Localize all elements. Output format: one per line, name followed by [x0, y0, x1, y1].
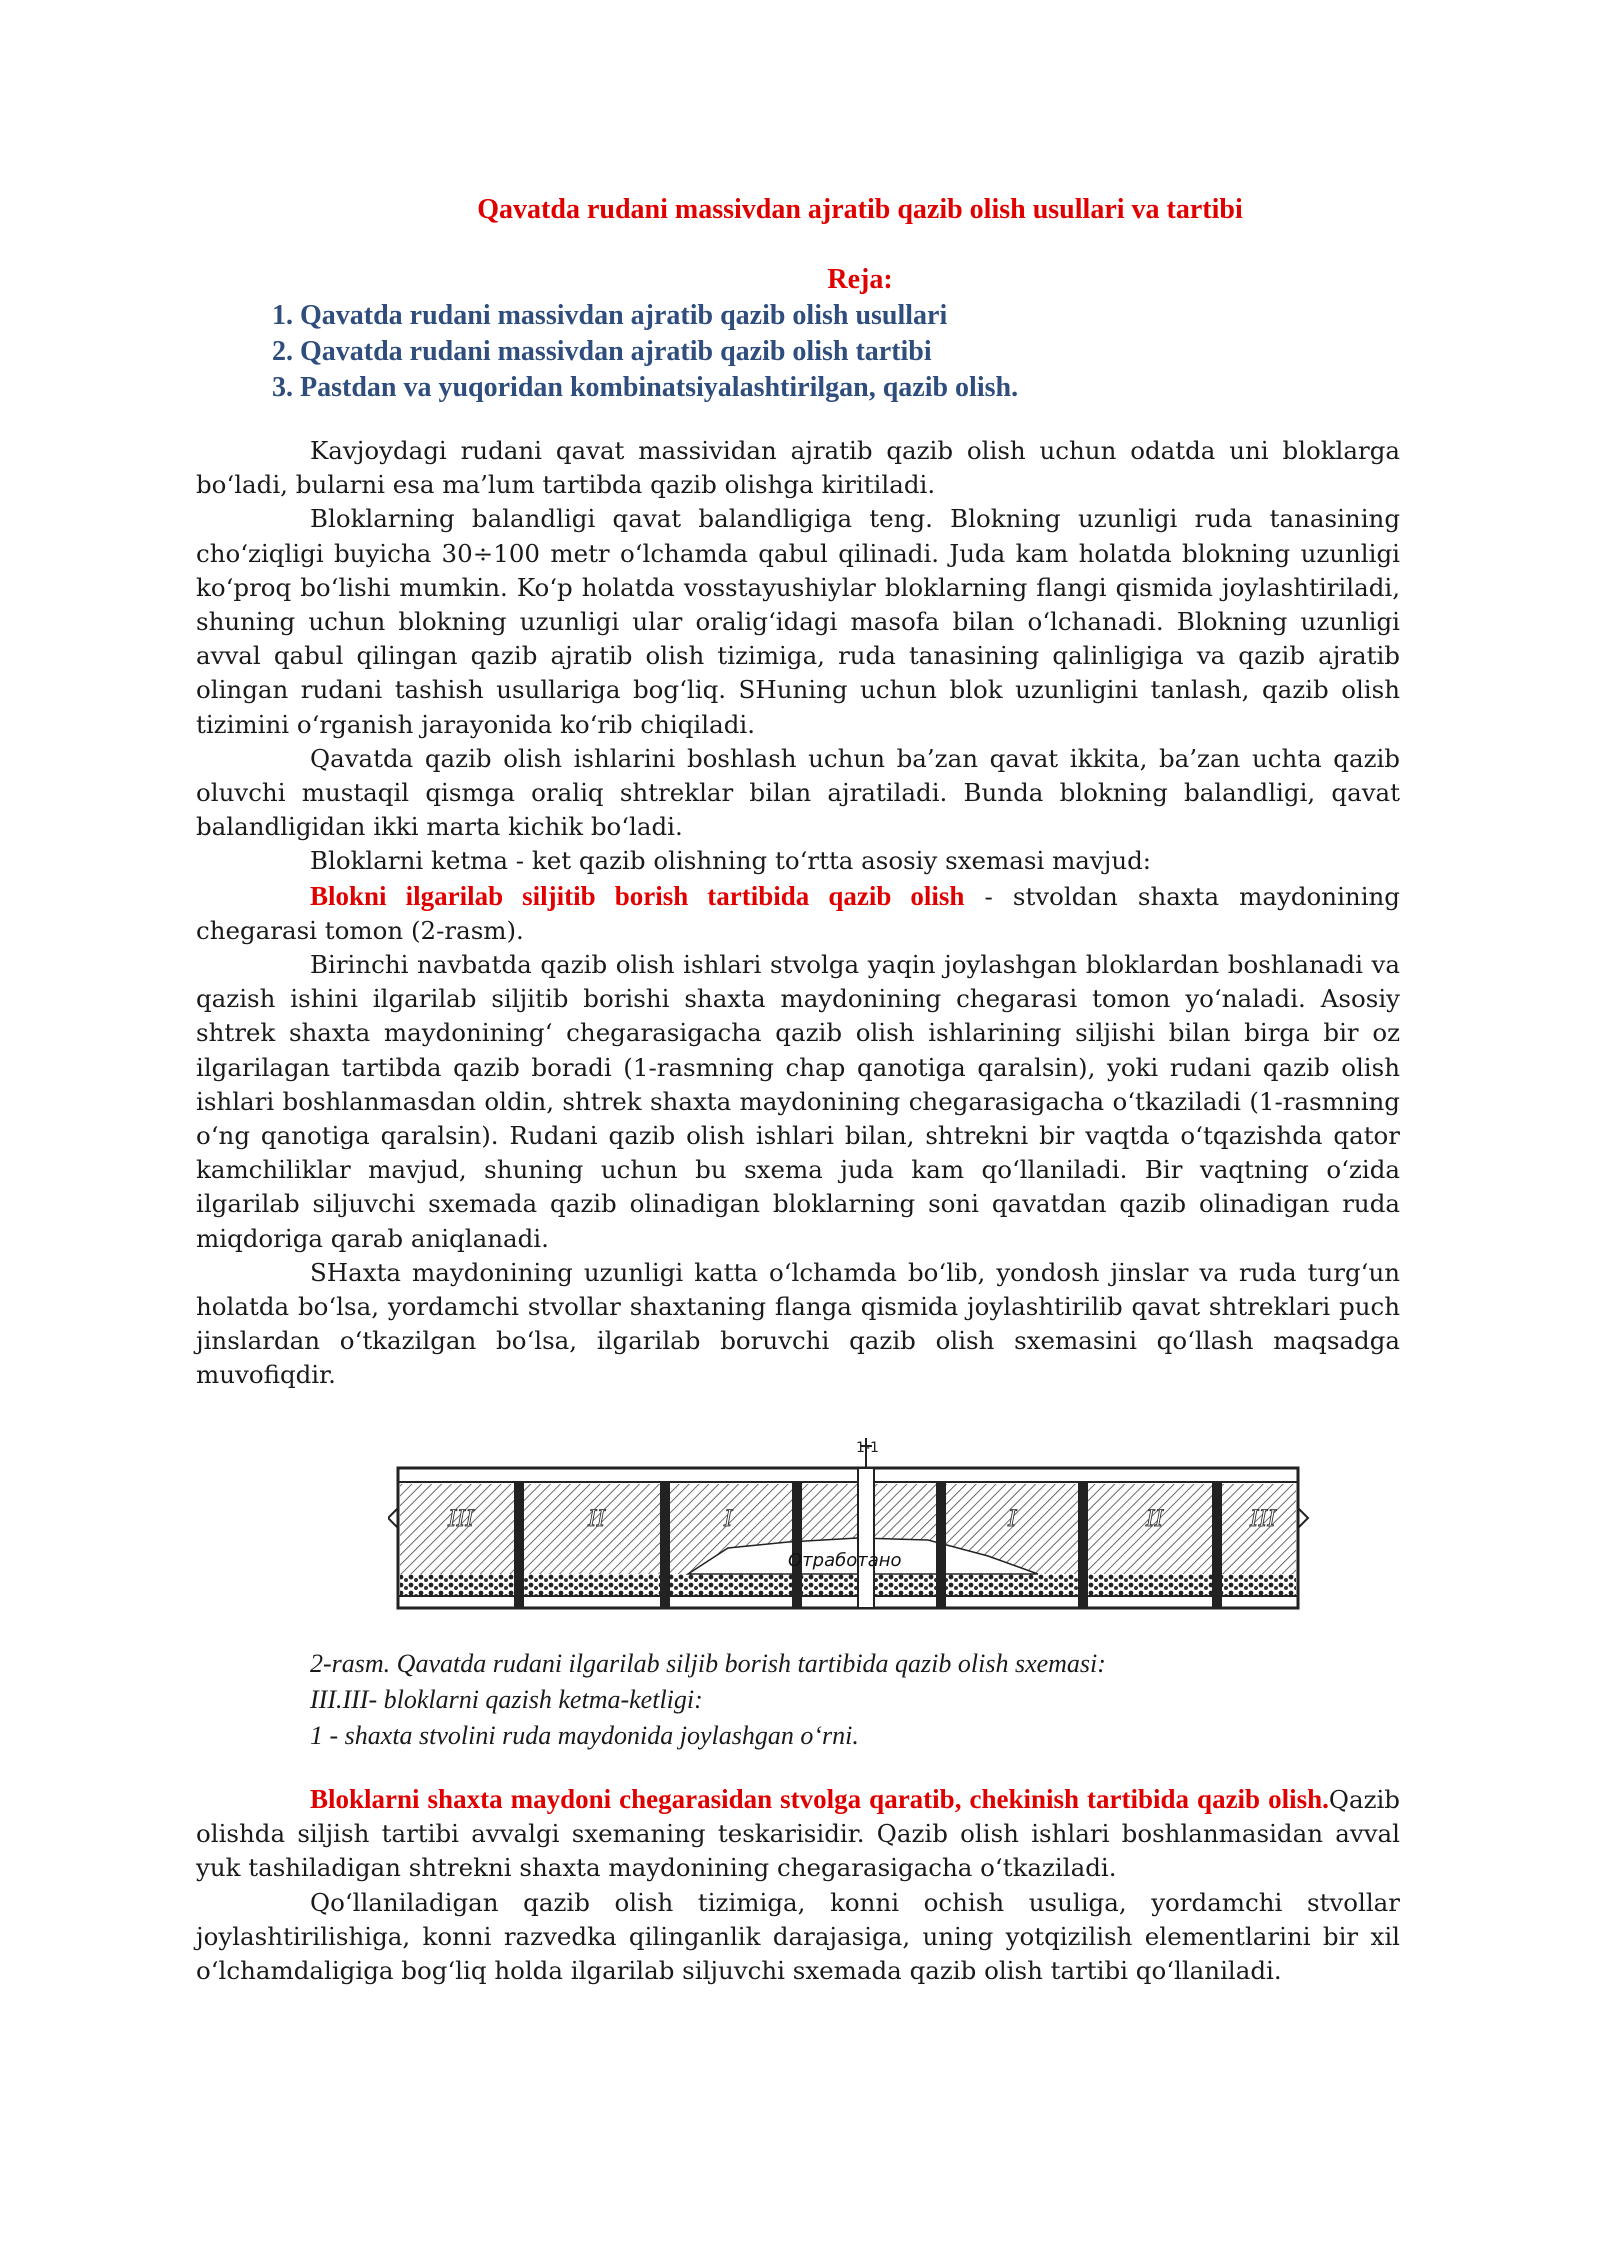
- plan-heading: Reja:: [827, 264, 893, 295]
- mined-out-label: Отработано: [788, 1550, 902, 1571]
- caption-line: 1 - shaxta stvolini ruda maydonida joylashgan o‘rni.: [310, 1721, 859, 1750]
- block-label: I: [1008, 1507, 1017, 1532]
- paragraph: Bloklarni ketma - ket qazib olishning to‘rtta asosiy sxemasi mavjud:: [310, 846, 1152, 876]
- document-title: Qavatda rudani massivdan ajratib qazib olish usullari va tartibi: [477, 194, 1243, 225]
- plan-item: 1. Qavatda rudani massivdan ajratib qazib olish usullari: [272, 300, 948, 331]
- plan-list: [272, 298, 1018, 406]
- caption-line: 2-rasm. Qavatda rudani ilgarilab siljib borish tartibida qazib olish sxemasi:: [310, 1649, 1106, 1678]
- section1-text: - stvoldan shaxta maydonining chegarasi tomon (2-rasm).: [196, 881, 1400, 945]
- block-label: III: [448, 1507, 475, 1532]
- paragraph: SHaxta maydonining uzunligi katta o‘lchamda bo‘lib, yondosh jinslar va ruda turg‘un holatda bo‘lsa, yordamchi stvollar shaxtaning flanga qismida joylashtirilib qavat shtreklari puch jinslardan o‘tkazilgan bo‘lsa, ilgarilab boruvchi qazib olish sxemasini qo‘llash maqsadga muvofiqdir.: [196, 1257, 1400, 1390]
- block-label: III: [1250, 1507, 1277, 1532]
- mining-scheme-figure: [388, 1438, 1318, 1638]
- section2-heading: Bloklarni shaxta maydoni chegarasidan stvolga qaratib, chekinish tartibida qazib olish.: [310, 1784, 1329, 1814]
- paragraph: Bloklarning balandligi qavat balandligiga teng. Blokning uzunligi ruda tanasining cho‘ziqligi buyicha 30÷100 metr o‘lchamda qabul qilinadi. Juda kam holatda blokning uzunligi ko‘proq bo‘lishi mumkin. Ko‘p holatda vosstayushiylar bloklarning flangi qismida joylashtiriladi, shuning uchun blokning uzunligi ular oralig‘idagi masofa bilan o‘lchanadi. Blokning uzunligi avval qabul qilingan qazib ajratib olish tizimiga, ruda tanasining qalinligiga va qazib ajratib olingan rudani tashish usullariga bog‘liq. SHuning uchun blok uzunligini tanlash, qazib olish tizimini o‘rganish jarayonida ko‘rib chiqiladi.: [196, 504, 1400, 739]
- plan-item: 2. Qavatda rudani massivdan ajratib qazib olish tartibi: [272, 336, 932, 367]
- section1-heading: Blokni ilgarilab siljitib borish tartibida qazib olish: [310, 880, 965, 911]
- figure-caption: [310, 1646, 1106, 1754]
- block-label: II: [1146, 1507, 1164, 1532]
- body-section-1: [196, 434, 1400, 1393]
- section-mark: 1-1: [856, 1440, 879, 1456]
- caption-line: III.III- bloklarni qazish ketma-ketligi:: [310, 1685, 703, 1714]
- block-label: I: [724, 1507, 733, 1532]
- plan-item: 3. Pastdan va yuqoridan kombinatsiyalashtirilgan, qazib olish.: [272, 372, 1019, 403]
- section2-paragraph: [196, 1782, 1400, 1886]
- paragraph: Kavjoydagi rudani qavat massividan ajratib qazib olish uchun odatda uni bloklarga bo‘ladi, bularni esa ma’lum tartibda qazib olishga kiritiladi.: [196, 436, 1400, 500]
- section2-text: Qazib olishda siljish tartibi avvalgi sxemaning teskarisidir. Qazib olish ishlari boshlanmasidan avval yuk tashiladigan shtrekni shaxta maydonining chegarasigacha o‘tkaziladi.: [196, 1785, 1400, 1883]
- mining-scheme-drawing: [388, 1438, 1318, 1638]
- body-section-2: [196, 1782, 1400, 1988]
- paragraph: Birinchi navbatda qazib olish ishlari stvolga yaqin joylashgan bloklardan boshlanadi va qazish ishini ilgarilab siljitib borishi shaxta maydonining chegarasi tomon yo‘naladi. Asosiy shtrek shaxta maydonining‘ chegarasigacha qazib olish ishlarining siljishi bilan birga bir oz ilgarilagan tartibda qazib boradi (1-rasmning chap qanotiga qaralsin), yoki rudani qazib olish ishlari boshlanmasdan oldin, shtrek shaxta maydonining chegarasigacha o‘tkaziladi (1-rasmning o‘ng qanotiga qaralsin). Rudani qazib olish ishlari bilan, shtrekni bir vaqtda o‘tqazishda qator kamchiliklar mavjud, shuning uchun bu sxema juda kam qo‘llaniladi. Bir vaqtning o‘zida ilgarilab siljuvchi sxemada qazib olinadigan bloklarning soni qavatdan qazib olinadigan ruda miqdoriga qarab aniqlanadi.: [196, 950, 1400, 1253]
- block-label: II: [588, 1507, 606, 1532]
- section1-paragraph: [196, 879, 1400, 948]
- paragraph: Qo‘llaniladigan qazib olish tizimiga, konni ochish usuliga, yordamchi stvollar joylashtirilishiga, konni razvedka qilinganlik darajasiga, uning yotqizilish elementlarini bir xil o‘lchamdaligiga bog‘liq holda ilgarilab siljuvchi sxemada qazib olish tartibi qo‘llaniladi.: [196, 1887, 1400, 1986]
- paragraph: Qavatda qazib olish ishlarini boshlash uchun ba’zan qavat ikkita, ba’zan uchta qazib oluvchi mustaqil qismga oraliq shtreklar bilan ajratiladi. Bunda blokning balandligi, qavat balandligidan ikki marta kichik bo‘ladi.: [196, 743, 1400, 842]
